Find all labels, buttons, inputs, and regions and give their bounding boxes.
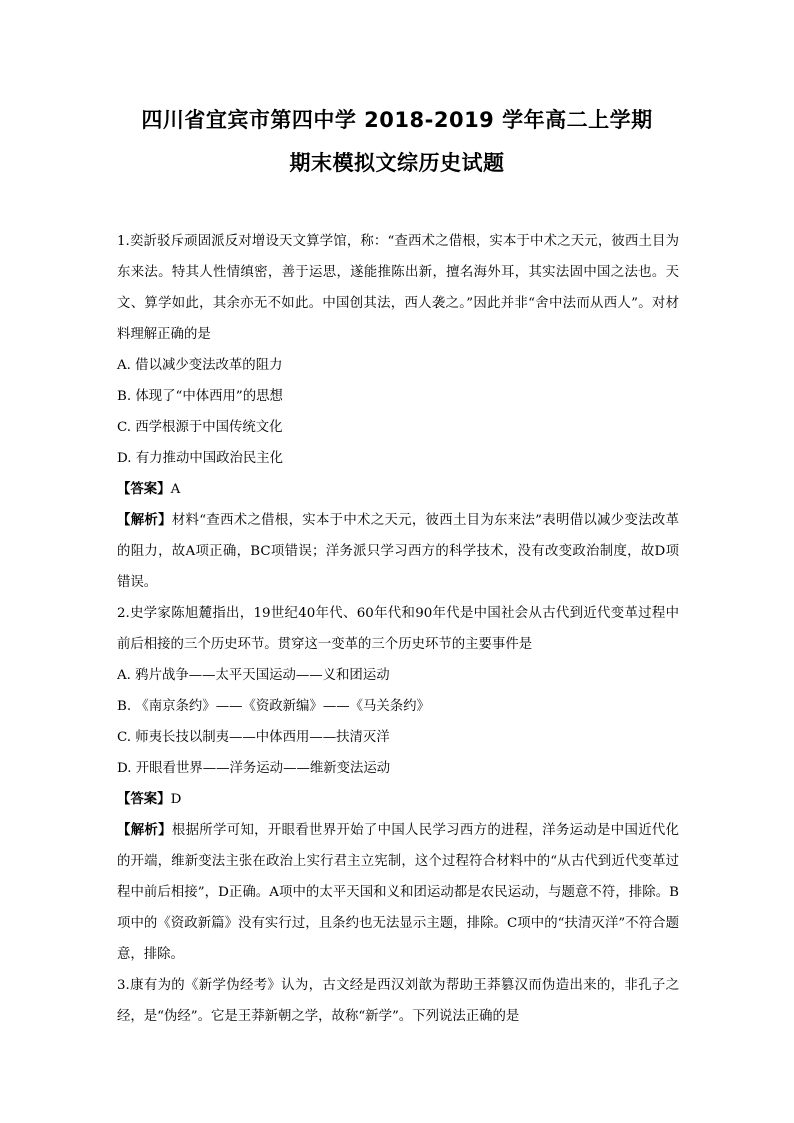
question-2-option-c: C. 师夷长技以制夷——中体西用——扶清灭洋 [117, 730, 390, 745]
question-1-analysis-text: 材料“查西术之借根，实本于中术之天元，彼西土目为东来法”表明借以减少变法改革的阻力，故A项正确，BC项错误；洋务派只学习西方的科学技术，没有改变政治制度，故D项错误。 [117, 513, 679, 590]
document-title-line1: 四川省宜宾市第四中学 2018-2019 学年高二上学期 [141, 108, 653, 132]
answer-label: 【答案】 [117, 791, 171, 807]
question-2-option-b: B. 《南京条约》——《资政新编》——《马关条约》 [117, 699, 430, 714]
analysis-label: 【解析】 [117, 822, 172, 838]
question-1-stem: 1.奕訢驳斥顽固派反对增设天文算学馆，称：“查西术之借根，实本于中术之天元，彼西土目为东来法。特其人性情缜密，善于运思，遂能推陈出新，擅名海外耳，其实法固中国之法也。天文、算学如此，其余亦无不如此。中国创其法，西人袭之。”因此并非“舍中法而从西人”。对材料理解正确的是 [117, 234, 679, 342]
question-2-option-a: A. 鸦片战争——太平天国运动——义和团运动 [117, 668, 390, 683]
document-body [117, 226, 679, 1032]
question-2-analysis-text: 根据所学可知，开眼看世界开始了中国人民学习西方的进程，洋务运动是中国近代化的开端，维新变法主张在政治上实行君主立宪制，这个过程符合材料中的“从古代到近代变革过程中前后相接”，D正确。A项中的太平天国和义和团运动都是农民运动，与题意不符，排除。B项中的《资政新篇》没有实行过，且条约也无法显示主题，排除。C项中的“扶清灭洋”不符合题意，排除。 [117, 823, 680, 962]
question-1-answer: A [170, 482, 181, 497]
question-1-analysis [117, 505, 679, 598]
question-2-answer-line [117, 784, 679, 815]
question-1-answer-line [117, 474, 679, 505]
question-2-analysis [117, 815, 679, 970]
question-2-stem: 2.史学家陈旭麓指出，19世纪40年代、60年代和90年代是中国社会从古代到近代变革过程中前后相接的三个历史环节。贯穿这一变革的三个历史环节的主要事件是 [117, 606, 679, 652]
answer-label: 【答案】 [117, 481, 171, 497]
analysis-label: 【解析】 [117, 512, 172, 528]
question-1-option-a: A. 借以减少变法改革的阻力 [117, 358, 283, 373]
question-2-option-d: D. 开眼看世界——洋务运动——维新变法运动 [117, 761, 391, 776]
question-1-option-c: C. 西学根源于中国传统文化 [117, 420, 283, 435]
question-1-option-b: B. 体现了“中体西用”的思想 [117, 389, 283, 404]
document-title-line2: 期末模拟文综历史试题 [289, 151, 505, 175]
question-1-option-d: D. 有力推动中国政治民主化 [117, 451, 284, 466]
question-2-answer: D [170, 792, 182, 807]
question-3-stem: 3.康有为的《新学伪经考》认为，古文经是西汉刘歆为帮助王莽篡汉而伪造出来的，非孔子之经，是“伪经”。它是王莽新朝之学，故称“新学”。下列说法正确的是 [117, 978, 679, 1024]
